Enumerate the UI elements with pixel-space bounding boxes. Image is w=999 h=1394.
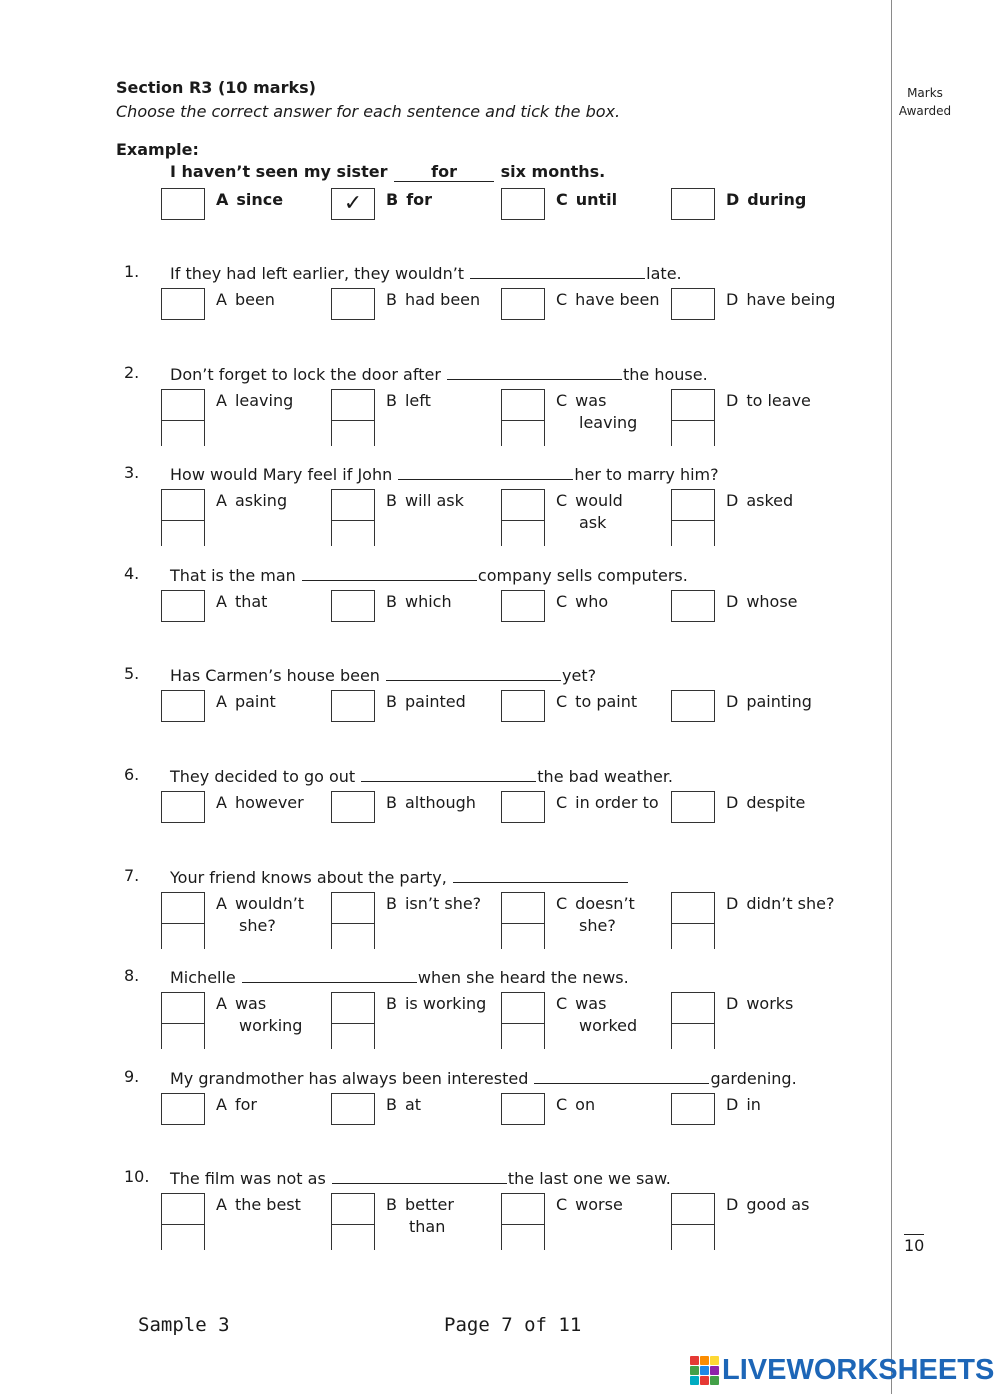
option-letter: B (386, 290, 397, 309)
option-q4-c (556, 591, 608, 613)
question-number: 2. (124, 362, 140, 382)
question-before: Has Carmen’s house been (170, 666, 380, 686)
option-letter: B (386, 1195, 397, 1215)
option-q2-c (556, 390, 637, 434)
option-text-line2: she? (579, 915, 616, 935)
question-before: If they had left earlier, they wouldn’t (170, 264, 465, 283)
checkbox-cell-extension (501, 924, 545, 949)
option-q9-b (386, 1094, 421, 1116)
answer-checkbox-q9-a[interactable] (161, 1093, 205, 1125)
option-letter: D (726, 994, 739, 1014)
awarded-label: Awarded (898, 104, 952, 118)
checkbox-cell-extension (331, 1225, 375, 1250)
option-text: painting (746, 692, 812, 712)
answer-checkbox-q8-c[interactable] (501, 992, 545, 1024)
option-letter: C (556, 1094, 568, 1114)
question-5-text (170, 664, 596, 685)
option-text: to paint (575, 692, 638, 712)
answer-checkbox-q5-c[interactable] (501, 690, 545, 722)
question-before: How would Mary feel if John (170, 465, 393, 485)
checkbox-cell-extension (161, 1225, 205, 1250)
answer-checkbox-q7-a[interactable] (161, 892, 205, 924)
option-text-line2: leaving (579, 412, 638, 432)
answer-checkbox-q10-a[interactable] (161, 1193, 205, 1225)
option-q6-b (386, 792, 476, 814)
option-q3-c (556, 490, 623, 534)
question-10-text (170, 1167, 671, 1188)
example-checkbox-d[interactable] (671, 188, 715, 220)
checkbox-cell-extension (331, 521, 375, 546)
answer-checkbox-q7-d[interactable] (671, 892, 715, 924)
question-4-text (170, 564, 688, 585)
option-text-line2: she? (239, 915, 276, 935)
option-q7-c (556, 893, 635, 937)
option-text: had been (404, 290, 481, 309)
answer-blank (332, 1167, 507, 1184)
option-q1-c (556, 289, 660, 311)
option-q3-b (386, 490, 464, 512)
example-option-c (556, 189, 617, 211)
option-letter: B (386, 390, 397, 410)
option-text: despite (746, 793, 806, 812)
checkbox-cell-extension (161, 1024, 205, 1049)
answer-checkbox-q2-c[interactable] (501, 389, 545, 421)
answer-checkbox-q3-c[interactable] (501, 489, 545, 521)
option-letter: B (386, 994, 397, 1014)
logo-text: LIVEWORKSHEETS (722, 1353, 995, 1386)
option-letter: D (726, 591, 739, 611)
question-after: late. (646, 264, 682, 283)
option-q5-b (386, 691, 466, 713)
option-letter: C (556, 591, 568, 611)
answer-checkbox-q2-b[interactable] (331, 389, 375, 421)
option-letter: A (216, 491, 227, 511)
score-total: 10 (904, 1236, 925, 1255)
option-text: asked (746, 491, 794, 511)
logo-grid-icon (690, 1356, 719, 1385)
option-text: paint (234, 692, 276, 712)
option-letter: B (386, 491, 397, 511)
answer-checkbox-q1-d[interactable] (671, 288, 715, 320)
option-letter: D (726, 1094, 739, 1114)
question-after: yet? (562, 666, 597, 686)
option-text-line2: working (239, 1016, 303, 1036)
option-q3-d (726, 490, 793, 512)
footer-sample: Sample 3 (138, 1314, 230, 1336)
option-letter: A (216, 1094, 227, 1114)
option-letter: C (556, 491, 568, 511)
question-after: gardening. (710, 1068, 797, 1088)
question-after: her to marry him? (574, 465, 719, 485)
option-q7-d (726, 893, 834, 915)
check-mark-icon: ✓ (343, 191, 363, 216)
question-before: They decided to go out (170, 767, 356, 786)
answer-checkbox-q9-c[interactable] (501, 1093, 545, 1125)
option-text: was (575, 390, 607, 410)
option-text: leaving (234, 390, 294, 410)
option-q6-d (726, 792, 805, 814)
checkbox-cell-extension (671, 1225, 715, 1250)
question-after: company sells computers. (477, 565, 688, 585)
option-text: better (404, 1195, 454, 1215)
option-text: wouldn’t (234, 893, 305, 913)
option-q10-c (556, 1194, 623, 1216)
answer-checkbox-q4-d[interactable] (671, 590, 715, 622)
answer-checkbox-q5-d[interactable] (671, 690, 715, 722)
example-option-d (726, 189, 806, 211)
option-q7-a (216, 893, 304, 937)
option-text: during (747, 190, 807, 209)
checkbox-cell-extension (501, 1024, 545, 1049)
checkbox-cell-extension (671, 1024, 715, 1049)
marks-label: Marks (907, 86, 943, 100)
checkbox-cell-extension (671, 521, 715, 546)
option-q2-d (726, 390, 811, 412)
option-text: since (236, 190, 284, 209)
option-text: will ask (404, 491, 464, 511)
question-before: My grandmother has always been interested (170, 1068, 529, 1088)
option-text: good as (746, 1195, 810, 1215)
option-q2-a (216, 390, 293, 412)
answer-blank (302, 564, 477, 581)
answer-checkbox-q1-c[interactable] (501, 288, 545, 320)
question-6-text (170, 765, 673, 786)
answer-checkbox-q10-b[interactable] (331, 1193, 375, 1225)
example-option-b (386, 189, 432, 211)
footer-page: Page 7 of 11 (444, 1314, 582, 1336)
checkbox-cell-extension (331, 924, 375, 949)
answer-checkbox-q9-d[interactable] (671, 1093, 715, 1125)
option-letter: C (556, 190, 568, 209)
example-sentence (170, 162, 605, 182)
option-text: have been (575, 290, 660, 309)
question-number: 5. (124, 664, 140, 684)
checkbox-cell-extension (501, 421, 545, 446)
option-letter: B (386, 692, 397, 712)
option-text: didn’t she? (746, 893, 835, 913)
answer-checkbox-q5-a[interactable] (161, 690, 205, 722)
checkbox-cell-extension (161, 421, 205, 446)
option-q1-d (726, 289, 835, 311)
answer-checkbox-q6-b[interactable] (331, 791, 375, 823)
option-letter: D (726, 491, 739, 511)
option-letter: D (726, 190, 740, 209)
answer-checkbox-q7-c[interactable] (501, 892, 545, 924)
option-letter: A (216, 290, 227, 309)
question-before: Michelle (170, 968, 236, 988)
option-text: for (406, 190, 433, 209)
question-before: The film was not as (170, 1169, 326, 1189)
option-q4-d (726, 591, 798, 613)
answer-checkbox-q3-b[interactable] (331, 489, 375, 521)
option-text: asking (234, 491, 288, 511)
option-text: isn’t she? (404, 893, 482, 913)
answer-checkbox-q8-a[interactable] (161, 992, 205, 1024)
question-number: 7. (124, 865, 140, 885)
option-q8-b (386, 993, 486, 1015)
question-number: 4. (124, 563, 140, 583)
question-before: That is the man (170, 565, 296, 585)
question-number: 8. (124, 966, 140, 986)
option-letter: D (726, 1195, 739, 1215)
option-letter: A (216, 190, 229, 209)
option-text: in order to (575, 793, 659, 812)
question-2-text (170, 363, 708, 384)
option-letter: B (386, 591, 397, 611)
answer-blank (361, 765, 536, 782)
question-before: Don’t forget to lock the door after (170, 364, 441, 384)
answer-checkbox-q4-c[interactable] (501, 590, 545, 622)
answer-blank (470, 262, 645, 279)
option-q10-b (386, 1194, 454, 1238)
checkbox-cell-extension (331, 421, 375, 446)
checkbox-cell-extension (671, 924, 715, 949)
checkbox-cell-extension (161, 924, 205, 949)
option-q1-a (216, 289, 275, 311)
answer-checkbox-q6-c[interactable] (501, 791, 545, 823)
option-letter: B (386, 893, 397, 913)
option-text: worse (575, 1195, 623, 1215)
option-q4-a (216, 591, 267, 613)
option-text: the best (234, 1195, 301, 1215)
answer-checkbox-q3-d[interactable] (671, 489, 715, 521)
question-number: 6. (124, 765, 140, 784)
option-text-line2: ask (579, 513, 607, 533)
option-letter: B (386, 793, 397, 812)
score-line (904, 1234, 924, 1235)
example-checkbox-b[interactable] (331, 188, 375, 220)
option-text: on (575, 1094, 596, 1114)
checkbox-cell-extension (671, 421, 715, 446)
option-letter: C (556, 994, 568, 1014)
answer-checkbox-q1-a[interactable] (161, 288, 205, 320)
example-checkbox-a[interactable] (161, 188, 205, 220)
option-text: in (746, 1094, 761, 1114)
question-after: the bad weather. (537, 767, 674, 786)
option-q9-c (556, 1094, 595, 1116)
question-before: Your friend knows about the party, (170, 867, 447, 887)
option-text-line2: worked (579, 1016, 638, 1036)
option-letter: D (726, 390, 739, 410)
option-q7-b (386, 893, 481, 915)
question-number: 9. (124, 1066, 140, 1086)
option-text: at (404, 1094, 422, 1114)
option-text: doesn’t (575, 893, 635, 913)
question-number: 1. (124, 262, 140, 281)
answer-checkbox-q9-b[interactable] (331, 1093, 375, 1125)
example-before: I haven’t seen my sister (170, 162, 388, 181)
option-letter: A (216, 591, 227, 611)
option-letter: C (556, 793, 568, 812)
option-q5-d (726, 691, 812, 713)
option-q10-a (216, 1194, 301, 1216)
answer-checkbox-q6-d[interactable] (671, 791, 715, 823)
option-text: which (404, 591, 452, 611)
option-q6-a (216, 792, 304, 814)
option-text: is working (404, 994, 487, 1014)
option-letter: A (216, 793, 227, 812)
answer-blank (447, 363, 622, 380)
answer-checkbox-q8-b[interactable] (331, 992, 375, 1024)
answer-blank (453, 866, 628, 883)
option-text: to leave (746, 390, 811, 410)
question-9-text (170, 1067, 797, 1088)
question-after: the last one we saw. (507, 1169, 671, 1189)
option-text: who (575, 591, 609, 611)
option-q4-b (386, 591, 452, 613)
example-after: six months. (500, 162, 606, 181)
section-title: Section R3 (10 marks) (116, 78, 316, 97)
option-q3-a (216, 490, 287, 512)
option-letter: C (556, 290, 568, 309)
answer-checkbox-q7-b[interactable] (331, 892, 375, 924)
option-q5-a (216, 691, 276, 713)
question-3-text (170, 463, 719, 484)
option-text: painted (404, 692, 466, 712)
answer-checkbox-q1-b[interactable] (331, 288, 375, 320)
option-text: been (234, 290, 275, 309)
answer-blank (398, 463, 573, 480)
answer-checkbox-q8-d[interactable] (671, 992, 715, 1024)
question-after: when she heard the news. (417, 968, 629, 988)
option-q8-c (556, 993, 637, 1037)
option-text: was (234, 994, 267, 1014)
option-letter: C (556, 390, 568, 410)
example-label: Example: (116, 140, 199, 159)
option-text: although (404, 793, 476, 812)
example-checkbox-c[interactable] (501, 188, 545, 220)
checkbox-cell-extension (161, 521, 205, 546)
option-q8-a (216, 993, 302, 1037)
answer-checkbox-q3-a[interactable] (161, 489, 205, 521)
option-q1-b (386, 289, 480, 311)
option-letter: D (726, 893, 739, 913)
option-q9-d (726, 1094, 761, 1116)
option-text: however (234, 793, 304, 812)
question-8-text (170, 966, 629, 987)
option-letter: C (556, 1195, 568, 1215)
answer-checkbox-q6-a[interactable] (161, 791, 205, 823)
question-7-text (170, 866, 629, 887)
option-letter: A (216, 893, 227, 913)
option-letter: B (386, 190, 399, 209)
option-letter: D (726, 290, 739, 309)
answer-checkbox-q2-d[interactable] (671, 389, 715, 421)
example-answer: for (394, 162, 494, 182)
option-q10-d (726, 1194, 809, 1216)
option-letter: C (556, 893, 568, 913)
question-number: 3. (124, 463, 140, 483)
option-text: works (746, 994, 794, 1014)
answer-checkbox-q4-a[interactable] (161, 590, 205, 622)
question-1-text (170, 262, 682, 283)
liveworksheets-logo (690, 1355, 994, 1385)
option-text: for (234, 1094, 257, 1114)
answer-blank (534, 1067, 709, 1084)
answer-blank (242, 966, 417, 983)
checkbox-cell-extension (331, 1024, 375, 1049)
question-after: the house. (623, 364, 708, 384)
answer-blank (386, 664, 561, 681)
answer-checkbox-q2-a[interactable] (161, 389, 205, 421)
option-letter: A (216, 994, 227, 1014)
option-letter: A (216, 390, 227, 410)
option-text-line2: than (409, 1217, 446, 1237)
option-letter: A (216, 692, 227, 712)
example-option-a (216, 189, 283, 211)
option-text: until (575, 190, 618, 209)
answer-checkbox-q5-b[interactable] (331, 690, 375, 722)
option-text: that (234, 591, 268, 611)
question-number: 10. (124, 1167, 150, 1187)
option-letter: D (726, 692, 739, 712)
option-letter: D (726, 793, 739, 812)
option-q2-b (386, 390, 431, 412)
option-letter: C (556, 692, 568, 712)
checkbox-cell-extension (501, 521, 545, 546)
checkbox-cell-extension (501, 1225, 545, 1250)
instructions: Choose the correct answer for each sentence and tick the box. (116, 102, 621, 121)
option-q8-d (726, 993, 793, 1015)
option-q6-c (556, 792, 659, 814)
option-letter: B (386, 1094, 397, 1114)
option-q9-a (216, 1094, 257, 1116)
answer-checkbox-q10-c[interactable] (501, 1193, 545, 1225)
option-q5-c (556, 691, 637, 713)
option-text: left (404, 390, 431, 410)
margin-divider (891, 0, 892, 1394)
answer-checkbox-q4-b[interactable] (331, 590, 375, 622)
option-letter: A (216, 1195, 227, 1215)
option-text: have being (746, 290, 836, 309)
answer-checkbox-q10-d[interactable] (671, 1193, 715, 1225)
option-text: was (575, 994, 607, 1014)
option-text: whose (746, 591, 798, 611)
option-text: would (575, 491, 623, 511)
